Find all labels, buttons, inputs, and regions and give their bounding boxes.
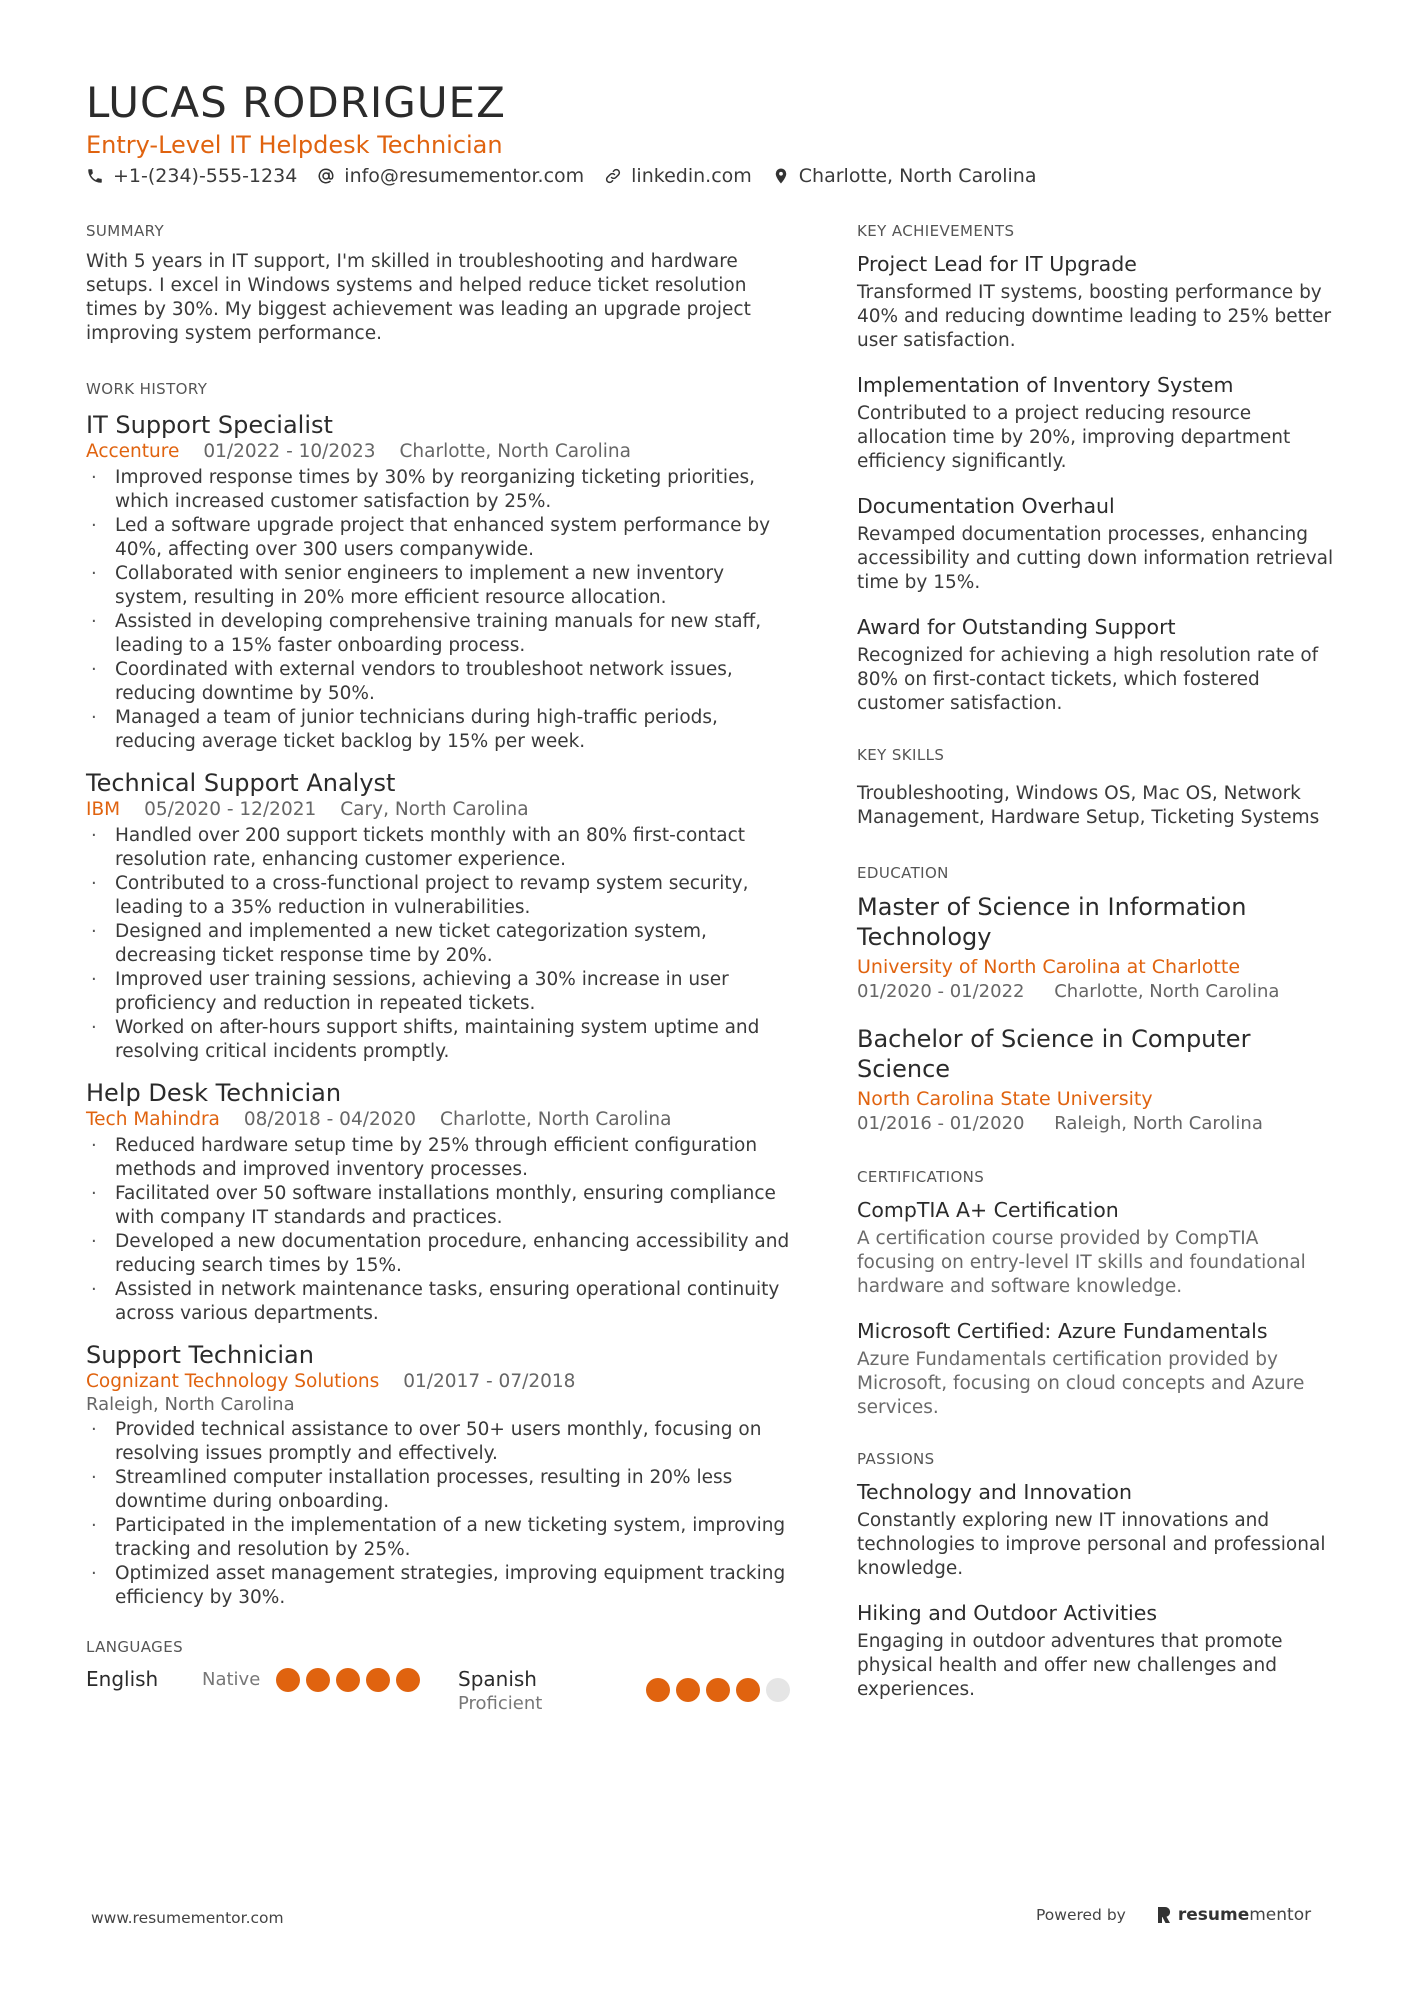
job-meta — [86, 1370, 796, 1394]
achievement-desc: Recognized for achieving a high resolution rate of 80% on first-contact tickets, which fostered customer satisfaction. — [857, 645, 1319, 714]
skills-section — [857, 746, 1335, 830]
rating-dot-empty — [766, 1678, 790, 1702]
language-name: English — [86, 1667, 159, 1691]
achievements-heading: KEY ACHIEVEMENTS — [857, 222, 1015, 240]
job-entry — [86, 1340, 796, 1610]
education-degree: Bachelor of Science in Computer Science — [857, 1025, 1251, 1083]
achievement-title: Award for Outstanding Support — [857, 615, 1176, 639]
job-bullet: · Provided technical assistance to over 50+ users monthly, focusing on resolving issues promptly and effectively. — [86, 1418, 796, 1466]
achievement-title: Project Lead for IT Upgrade — [857, 252, 1137, 276]
job-bullet: · Coordinated with external vendors to troubleshoot network issues, reducing downtime by 50%. — [86, 658, 796, 706]
education-dates: 01/2016 - 01/2020 — [857, 1113, 1025, 1134]
certification-desc: A certification course provided by CompTIA focusing on entry-level IT skills and foundational hardware and software knowledge. — [857, 1228, 1306, 1297]
achievement-desc: Revamped documentation processes, enhancing accessibility and cutting down information retrieval time by 15%. — [857, 524, 1334, 593]
job-entry — [86, 768, 796, 1064]
contact-phone[interactable] — [86, 165, 297, 187]
job-bullet: · Optimized asset management strategies, improving equipment tracking efficiency by 30%. — [86, 1562, 796, 1610]
job-bullet: · Reduced hardware setup time by 25% through efficient configuration methods and improved inventory processes. — [86, 1134, 796, 1182]
certification-title: Microsoft Certified: Azure Fundamentals — [857, 1319, 1268, 1343]
job-bullet: · Collaborated with senior engineers to implement a new inventory system, resulting in 20% more efficient resource allocation. — [86, 562, 796, 610]
skills-heading: KEY SKILLS — [857, 746, 945, 764]
education-heading: EDUCATION — [857, 864, 949, 882]
education-location: Charlotte, North Carolina — [1054, 981, 1280, 1002]
powered-by-label: Powered by — [1036, 1906, 1126, 1924]
language-item — [86, 1666, 458, 1692]
job-bullet: · Designed and implemented a new ticket categorization system, decreasing ticket response time by 20%. — [86, 920, 796, 968]
rating-dot-filled — [646, 1678, 670, 1702]
job-bullet: · Participated in the implementation of a new ticketing system, improving tracking and resolution by 25%. — [86, 1514, 796, 1562]
passion-item — [857, 1478, 1335, 1581]
work-history-heading: WORK HISTORY — [86, 380, 208, 398]
languages-section — [86, 1638, 796, 1716]
certification-title: CompTIA A+ Certification — [857, 1198, 1119, 1222]
job-bullets — [86, 1418, 796, 1610]
job-company: Cognizant Technology Solutions — [86, 1371, 380, 1392]
achievement-item — [857, 371, 1335, 474]
job-title: Support Technician — [86, 1341, 314, 1369]
passion-title: Technology and Innovation — [857, 1480, 1132, 1504]
education-meta — [857, 980, 1335, 1004]
job-dates: 01/2017 - 07/2018 — [403, 1371, 576, 1392]
education-meta — [857, 1112, 1335, 1136]
footer-website-link[interactable]: www.resumementor.com — [91, 1909, 284, 1927]
job-bullet: · Improved response times by 30% by reorganizing ticketing priorities, which increased customer satisfaction by 25%. — [86, 466, 796, 514]
passion-desc: Engaging in outdoor adventures that promote physical health and offer new challenges and experiences. — [857, 1631, 1283, 1700]
education-school: University of North Carolina at Charlotte — [857, 956, 1241, 978]
job-bullet: · Improved user training sessions, achieving a 30% increase in user proficiency and reduction in repeated tickets. — [86, 968, 796, 1016]
phone-icon — [86, 167, 104, 185]
achievement-desc: Transformed IT systems, boosting performance by 40% and reducing downtime leading to 25% better user satisfaction. — [857, 282, 1332, 351]
contact-location — [772, 165, 1037, 187]
language-level: Native — [202, 1669, 261, 1690]
rating-dot-filled — [276, 1668, 300, 1692]
resumementor-logo-icon — [1156, 1906, 1172, 1924]
brand-logo[interactable] — [1156, 1905, 1311, 1925]
certifications-section — [857, 1168, 1335, 1420]
location-pin-icon — [772, 167, 790, 185]
education-dates: 01/2020 - 01/2022 — [857, 981, 1025, 1002]
contact-email[interactable] — [317, 165, 584, 187]
job-bullet: · Assisted in developing comprehensive training manuals for new staff, leading to a 15% faster onboarding process. — [86, 610, 796, 658]
left-column — [86, 222, 796, 1716]
contact-linkedin-text: linkedin.com — [631, 165, 752, 187]
right-column — [857, 222, 1335, 1720]
contact-phone-text: +1-(234)-555-1234 — [113, 165, 298, 187]
contact-location-text: Charlotte, North Carolina — [798, 165, 1037, 187]
job-bullet: · Developed a new documentation procedure, enhancing accessibility and reducing search times by 15%. — [86, 1230, 796, 1278]
achievements-section — [857, 222, 1335, 716]
passions-heading: PASSIONS — [857, 1450, 935, 1468]
summary-section — [86, 222, 796, 346]
education-section — [857, 864, 1335, 1136]
rating-dot-filled — [366, 1668, 390, 1692]
candidate-name: LUCAS RODRIGUEZ — [86, 78, 506, 127]
job-location: Cary, North Carolina — [340, 799, 529, 820]
contact-bar — [86, 165, 1056, 187]
language-rating — [276, 1666, 426, 1692]
language-level: Proficient — [458, 1693, 543, 1714]
achievement-item — [857, 250, 1335, 353]
rating-dot-filled — [396, 1668, 420, 1692]
candidate-title: Entry-Level IT Helpdesk Technician — [86, 131, 503, 159]
achievement-desc: Contributed to a project reducing resource allocation time by 20%, improving department efficiency significantly. — [857, 403, 1291, 472]
passion-desc: Constantly exploring new IT innovations and technologies to improve personal and professional knowledge. — [857, 1510, 1326, 1579]
job-bullets — [86, 466, 796, 754]
certifications-heading: CERTIFICATIONS — [857, 1168, 985, 1186]
job-location: Raleigh, North Carolina — [86, 1394, 295, 1415]
job-company: Tech Mahindra — [86, 1109, 220, 1130]
certification-item — [857, 1196, 1335, 1299]
job-location: Charlotte, North Carolina — [440, 1109, 672, 1130]
job-meta — [86, 1108, 796, 1132]
passion-item — [857, 1599, 1335, 1702]
brand-name-bold: resume — [1177, 1905, 1250, 1925]
job-bullets — [86, 824, 796, 1064]
job-bullet: · Facilitated over 50 software installations monthly, ensuring compliance with company IT standards and practices. — [86, 1182, 796, 1230]
passions-section — [857, 1450, 1335, 1702]
summary-text: With 5 years in IT support, I'm skilled in troubleshooting and hardware setups. I excel in Windows systems and helped reduce ticket resolution times by 30%. My biggest achievement was leading an upgrade project improving system performance. — [86, 251, 751, 344]
achievement-title: Implementation of Inventory System — [857, 373, 1234, 397]
rating-dot-filled — [676, 1678, 700, 1702]
certification-desc: Azure Fundamentals certification provided by Microsoft, focusing on cloud concepts and Azure services. — [857, 1349, 1305, 1418]
contact-email-text: info@resumementor.com — [344, 165, 585, 187]
education-location: Raleigh, North Carolina — [1054, 1113, 1263, 1134]
job-title: Help Desk Technician — [86, 1079, 342, 1107]
language-name: Spanish — [458, 1667, 537, 1691]
rating-dot-filled — [736, 1678, 760, 1702]
job-bullet: · Managed a team of junior technicians during high-traffic periods, reducing average ticket backlog by 15% per week. — [86, 706, 796, 754]
education-degree: Master of Science in Information Technology — [857, 893, 1247, 951]
summary-heading: SUMMARY — [86, 222, 165, 240]
contact-linkedin[interactable] — [604, 165, 752, 187]
job-dates: 08/2018 - 04/2020 — [243, 1109, 417, 1130]
achievement-title: Documentation Overhaul — [857, 494, 1115, 518]
education-item — [857, 892, 1335, 1004]
achievement-item — [857, 492, 1335, 595]
job-dates: 01/2022 - 10/2023 — [203, 441, 376, 462]
brand-name-rest: mentor — [1249, 1905, 1312, 1925]
work-history-section — [86, 380, 796, 1610]
job-title: Technical Support Analyst — [86, 769, 396, 797]
job-bullet: · Handled over 200 support tickets monthly with an 80% first-contact resolution rate, enhancing customer experience. — [86, 824, 796, 872]
certification-item — [857, 1317, 1335, 1420]
job-location: Charlotte, North Carolina — [399, 441, 631, 462]
job-meta — [86, 798, 796, 822]
rating-dot-filled — [706, 1678, 730, 1702]
job-company: Accenture — [86, 441, 180, 462]
job-bullet: · Assisted in network maintenance tasks, ensuring operational continuity across various departments. — [86, 1278, 796, 1326]
skills-text: Troubleshooting, Windows OS, Mac OS, Network Management, Hardware Setup, Ticketing Systems — [857, 783, 1320, 828]
languages-row — [86, 1666, 796, 1716]
job-title: IT Support Specialist — [86, 411, 333, 439]
job-entry — [86, 410, 796, 754]
job-bullet: · Worked on after-hours support shifts, maintaining system uptime and resolving critical incidents promptly. — [86, 1016, 796, 1064]
job-meta — [86, 440, 796, 464]
job-bullet: · Contributed to a cross-functional project to revamp system security, leading to a 35% reduction in vulnerabilities. — [86, 872, 796, 920]
link-icon — [604, 167, 622, 185]
footer-branding — [1036, 1905, 1311, 1925]
languages-heading: LANGUAGES — [86, 1638, 184, 1656]
job-bullets — [86, 1134, 796, 1326]
job-bullet: · Streamlined computer installation processes, resulting in 20% less downtime during onboarding. — [86, 1466, 796, 1514]
job-entry — [86, 1078, 796, 1326]
language-rating — [646, 1666, 796, 1702]
language-item — [458, 1666, 796, 1716]
rating-dot-filled — [306, 1668, 330, 1692]
job-company: IBM — [86, 799, 121, 820]
education-school: North Carolina State University — [857, 1088, 1153, 1110]
achievement-item — [857, 613, 1335, 716]
at-icon — [317, 167, 335, 185]
rating-dot-filled — [336, 1668, 360, 1692]
job-bullet: · Led a software upgrade project that enhanced system performance by 40%, affecting over 300 users companywide. — [86, 514, 796, 562]
education-item — [857, 1024, 1335, 1136]
job-dates: 05/2020 - 12/2021 — [144, 799, 317, 820]
passion-title: Hiking and Outdoor Activities — [857, 1601, 1158, 1625]
